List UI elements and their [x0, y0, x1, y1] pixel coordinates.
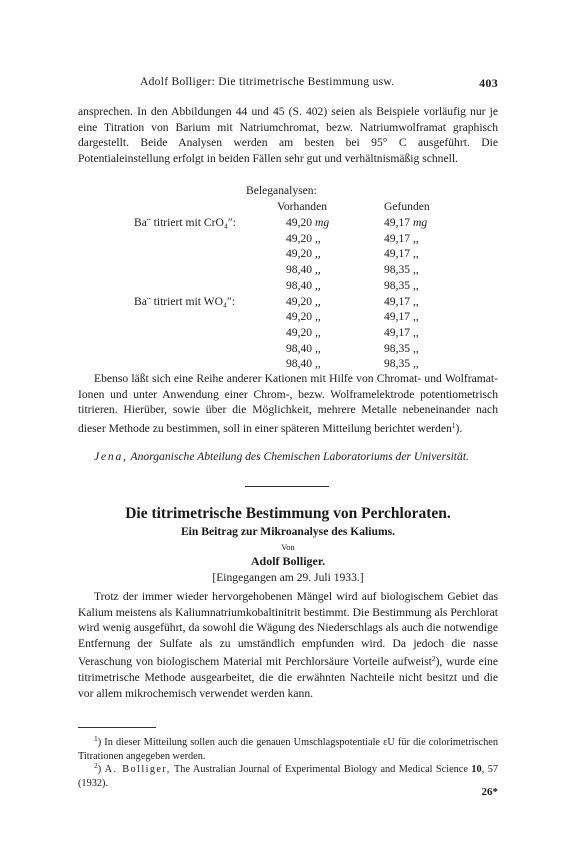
article-subtitle: Ein Beitrag zur Mikroanalyse des Kaliums. [180, 525, 396, 538]
intro-paragraph: ansprechen. In den Abbildungen 44 und 45 (S. 402) seien als Beispiele vorläufig nur je eine Titration von Barium mit Natriumchromat, bezw. Natriumwolframat graphisch dargestellt. Beide Analysen werden am besten bei 95° C ausgeführt. Die Potentialeinstellung erfolgt in beiden Fällen sehr gut und verhältnismäßig schnell. [78, 105, 498, 165]
section-divider [245, 486, 329, 487]
article-body-part1: Trotz der immer wieder hervorgehobenen Mängel wird auf biologischem Gebiet das Kalium meistens als Kaliumnatriumkobaltinitrit bestimmt. Die Bestimmung als Perchlorat wird wenig ausgeführt, da sowohl die Wägung des Niederschlags als auch die notwendige Entfernung der Sulfate als zu umständlich empfunden wird. Da jedoch die nasse Veraschung von biologischem Material mit Perchlorsäure Vorteile aufweist [78, 590, 498, 669]
footnote-1-text: ) In dieser Mitteilung sollen auch die genauen Umschlagspotentiale εU für die colorimetrischen Titrationen angegeben werden. [78, 737, 498, 762]
value-present: 98,40 ,, [286, 341, 321, 355]
value-present: 49,20 ,, [286, 310, 321, 324]
value-present: 49,20 ,, [286, 247, 321, 261]
value-found: 49,17 ,, [384, 294, 419, 308]
article-body [78, 589, 498, 701]
footnote-ref-1: 1 [451, 420, 456, 430]
column-header-present: Vorhanden [277, 200, 328, 213]
footnote-2-pre: ) [97, 764, 105, 775]
footnote-ref-2: 2 [431, 654, 436, 664]
value-present: 49,20 ,, [286, 231, 321, 245]
value-present: 98,40 ,, [286, 278, 321, 292]
value-present: 49,20 ,, [286, 325, 321, 339]
value-found: 49,17 ,, [384, 231, 419, 245]
value-found: 98,35 ,, [384, 278, 419, 292]
value-found: 49,17 ,, [384, 310, 419, 324]
value-found: 49,17 mg [384, 216, 428, 229]
footnote-2-journal: The Australian Journal of Experimental Biology and Medical Science [174, 764, 468, 775]
group-label: Ba¨ titriert mit CrO₄″: [134, 216, 236, 229]
article-title: Die titrimetrische Bestimmung von Perchloraten. [125, 505, 451, 522]
affiliation [78, 449, 498, 465]
article-author: Adolf Bolliger. [250, 554, 326, 568]
value-found: 98,35 ,, [384, 263, 419, 277]
footnote-1-mark: 1 [94, 734, 98, 743]
value-found: 49,17 ,, [384, 247, 419, 261]
footnote-2-volume: 10 [471, 764, 482, 775]
value-present: 98,40 ,, [286, 357, 321, 371]
column-header-found: Gefunden [384, 200, 430, 213]
received-date: [Eingegangen am 29. Juli 1933.] [212, 571, 364, 584]
value-present: 49,20 mg [286, 216, 330, 229]
closing-paragraph [78, 371, 498, 436]
value-found: 98,35 ,, [384, 341, 419, 355]
affiliation-department: Anorganische Abteilung des Chemischen Laboratoriums der Universität. [130, 450, 469, 463]
article-body-part2: ), wurde eine titrimetrische Methode ausgearbeitet, die die erwähnten Nachteile nicht besitzt und die vor allem mikrochemisch verwendet werden kann. [78, 655, 498, 700]
running-title: Adolf Bolliger: Die titrimetrische Bestimmung usw. [140, 76, 395, 88]
closing-text: Ebenso läßt sich eine Reihe anderer Kationen mit Hilfe von Chromat- und Wolframat-Ionen und unter Anwendung einer Chrom-, bezw. Wolframelektrode potentiometrisch titrieren. Hierüber, sowie über die Möglichkeit, mehrere Metalle nebeneinander nach dieser Methode zu bestimmen, soll in einer späteren Mitteilung berichtet werden [78, 372, 498, 435]
analysis-title: Beleganalysen: [246, 184, 317, 197]
group-label: Ba¨ titriert mit WO₄″: [134, 294, 236, 308]
footnote-divider [78, 727, 156, 728]
value-present: 49,20 ,, [286, 294, 321, 308]
affiliation-city: Jena, [94, 450, 128, 463]
footnote-2-mark: 2 [94, 761, 98, 770]
footnote-2-pages: , 57 (1932). [78, 764, 498, 789]
signature-mark: 26* [481, 786, 498, 798]
value-present: 98,40 ,, [286, 263, 321, 277]
page-number: 403 [479, 76, 498, 90]
value-found: 98,35 ,, [384, 357, 419, 371]
closing-end: ). [455, 421, 463, 435]
footnote-2-author: A. Bolliger, [104, 764, 171, 775]
footnote-2 [78, 759, 498, 790]
value-found: 49,17 ,, [384, 325, 419, 339]
byline-von: Von [281, 542, 295, 552]
